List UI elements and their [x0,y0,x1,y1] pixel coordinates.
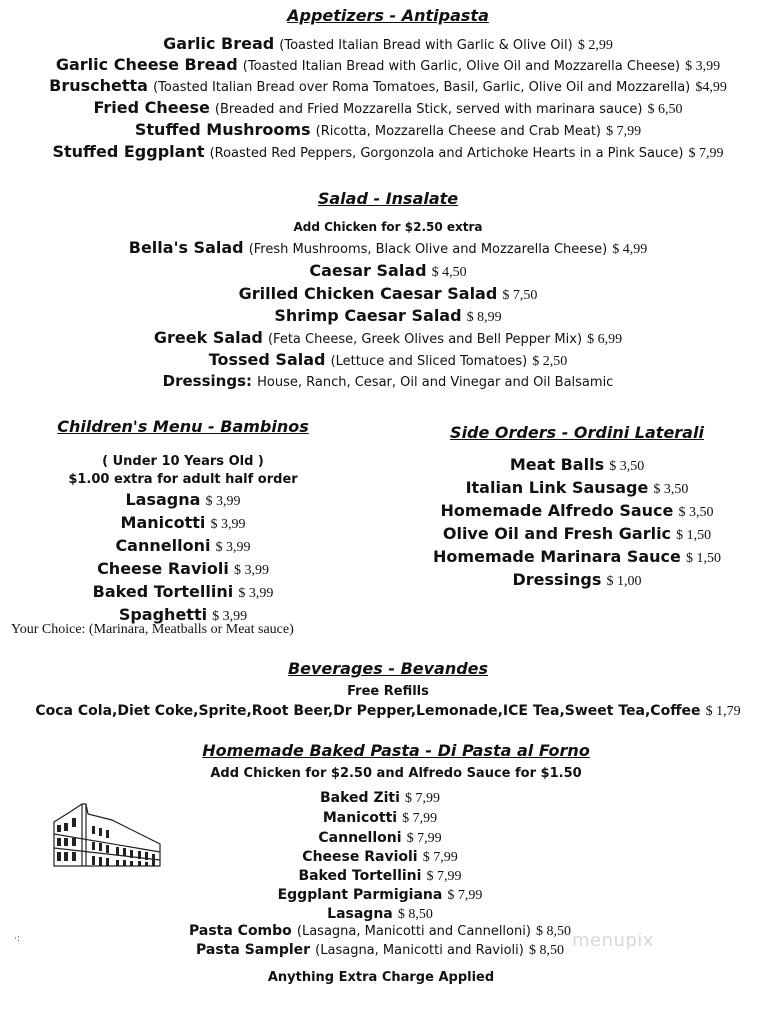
item-name: Bella's Salad [128,238,244,257]
sides-section [412,423,742,589]
item-name: Manicotti [322,810,398,826]
item-name: Eggplant Parmigiana [277,887,443,903]
children-item [20,515,346,532]
item-price: $ 7,99 [406,831,442,846]
item-name: Homemade Marinara Sauce [433,547,681,566]
item-name: Lasagna [125,490,201,509]
item-name: Cannelloni [115,536,211,555]
item-name: Manicotti [120,513,206,532]
beverages-title: Beverages - Bevandes [287,659,489,678]
item-name: Garlic Cheese Bread [55,55,238,74]
item-price: $ 3,99 [212,609,248,624]
item-name: Bruschetta [49,76,148,95]
item-name: Lasagna [327,906,393,922]
item-name: Cannelloni [318,830,402,846]
item-price: $ 8,99 [466,310,502,325]
appetizer-item [0,36,776,53]
side-item [412,457,742,474]
item-name: Pasta Sampler [196,942,311,958]
item-price: $ 7,99 [422,850,458,865]
item-price: $ 3,99 [233,563,269,578]
item-price: $ 3,50 [653,482,689,497]
item-description: (Lasagna, Manicotti and Ravioli) [315,943,524,958]
item-name: Shrimp Caesar Salad [274,306,462,325]
children-section [20,417,346,624]
dressings-text: House, Ranch, Cesar, Oil and Vinegar and Oil Balsamic [257,375,614,390]
side-item [412,549,742,566]
item-name: Spaghetti [118,605,208,624]
side-item [412,503,742,520]
item-name: Baked Tortellini [298,868,422,884]
item-price: $ 1,50 [676,528,712,543]
salad-note: Add Chicken for $2.50 extra [293,220,483,234]
beverages-list: Coca Cola,Diet Coke,Sprite,Root Beer,Dr Pepper,Lemonade,ICE Tea,Sweet Tea,Coffee [35,703,701,719]
watermark-text: menupix [572,930,655,951]
item-name: Grilled Chicken Caesar Salad [238,284,498,303]
item-price: $ 3,99 [685,59,721,74]
item-price: $ 4,99 [612,242,648,257]
beverages-note: Free Refills [347,684,429,699]
item-name: Italian Link Sausage [465,478,649,497]
item-price: $ 8,50 [536,924,572,939]
appetizer-item [0,78,776,95]
item-description: (Fresh Mushrooms, Black Olive and Mozzarella Cheese) [248,242,608,257]
item-price: $ 3,99 [205,494,241,509]
dressings-line [0,373,776,389]
appetizer-item [0,100,776,117]
item-price: $ 7,99 [402,811,438,826]
pasta-item [0,886,760,903]
item-name: Greek Salad [153,328,263,347]
children-item [20,538,346,555]
salad-item [0,330,776,347]
children-item [20,492,346,509]
item-description: (Lasagna, Manicotti and Cannelloni) [296,924,531,939]
item-price: $ 8,50 [528,943,564,958]
children-choice-note: Your Choice: (Marinara, Meatballs or Meat sauce) [11,622,294,637]
item-name: Meat Balls [509,455,605,474]
beverages-price: $ 1,79 [705,704,741,719]
children-title: Children's Menu - Bambinos [57,417,309,436]
item-price: $4,99 [695,80,727,95]
salad-item [0,352,776,369]
item-price: $ 4,50 [431,265,467,280]
item-name: Cheese Ravioli [302,849,418,865]
side-item [412,526,742,543]
item-price: $ 6,50 [647,102,683,117]
item-name: Tossed Salad [208,350,326,369]
pasta-note: Add Chicken for $2.50 and Alfredo Sauce for $1.50 [210,766,582,781]
item-name: Caesar Salad [309,261,427,280]
pasta-item [0,905,760,922]
item-description: (Lettuce and Sliced Tomatoes) [330,354,528,369]
item-price: $ 3,50 [678,505,714,520]
children-age-note: ( Under 10 Years Old ) [102,454,264,469]
item-description: (Feta Cheese, Greek Olives and Bell Pepper Mix) [267,332,583,347]
item-price: $ 7,50 [502,288,538,303]
beverages-line [0,702,776,719]
item-name: Baked Tortellini [92,582,234,601]
children-item [20,561,346,578]
item-description: (Toasted Italian Bread with Garlic & Olive Oil) [279,38,573,53]
item-price: $ 3,50 [609,459,645,474]
pasta-title: Homemade Baked Pasta - Di Pasta al Forno [202,741,590,760]
item-price: $ 2,50 [532,354,568,369]
item-name: Baked Ziti [320,790,400,806]
appetizers-title: Appetizers - Antipasta [287,6,489,25]
pasta-footer: Anything Extra Charge Applied [267,970,495,985]
side-item [412,572,742,589]
item-price: $ 6,99 [587,332,623,347]
colosseum-icon [52,800,164,868]
item-name: Cheese Ravioli [97,559,229,578]
item-price: $ 1,00 [606,574,642,589]
item-price: $ 7,99 [404,791,440,806]
salad-item [0,263,776,280]
appetizer-item [0,144,776,161]
item-description: (Ricotta, Mozzarella Cheese and Crab Meat) [315,124,602,139]
item-price: $ 3,99 [238,586,274,601]
item-description: (Roasted Red Peppers, Gorgonzola and Artichoke Hearts in a Pink Sauce) [209,146,684,161]
item-price: $ 8,50 [397,907,433,922]
item-price: $ 7,99 [426,869,462,884]
pasta-item [0,867,760,884]
salad-item [0,308,776,325]
item-price: $ 7,99 [447,888,483,903]
sides-title: Side Orders - Ordini Laterali [450,423,704,442]
children-extra-note: $1.00 extra for adult half order [68,472,298,487]
dressings-label: Dressings: [162,372,253,390]
item-description: (Toasted Italian Bread with Garlic, Olive Oil and Mozzarella Cheese) [242,59,681,74]
salad-item [0,240,776,257]
item-price: $ 7,99 [688,146,724,161]
salad-item [0,286,776,303]
item-price: $ 7,99 [606,124,642,139]
item-price: $ 3,99 [210,517,246,532]
item-description: (Breaded and Fried Mozzarella Stick, served with marinara sauce) [214,102,643,117]
item-name: Garlic Bread [163,34,275,53]
salad-title: Salad - Insalate [317,189,459,208]
item-name: Stuffed Mushrooms [134,120,311,139]
appetizer-item [0,57,776,74]
item-name: Stuffed Eggplant [52,142,205,161]
item-description: (Toasted Italian Bread over Roma Tomatoes, Basil, Garlic, Olive Oil and Mozzarella) [153,80,691,95]
item-name: Homemade Alfredo Sauce [440,501,674,520]
item-name: Pasta Combo [188,923,292,939]
item-name: Fried Cheese [93,98,210,117]
side-item [412,480,742,497]
item-price: $ 3,99 [215,540,251,555]
item-price: $ 2,99 [577,38,613,53]
speck-mark: ·: [14,934,20,944]
children-item [20,584,346,601]
item-name: Dressings [512,570,602,589]
item-name: Olive Oil and Fresh Garlic [442,524,672,543]
appetizer-item [0,122,776,139]
item-price: $ 1,50 [685,551,721,566]
